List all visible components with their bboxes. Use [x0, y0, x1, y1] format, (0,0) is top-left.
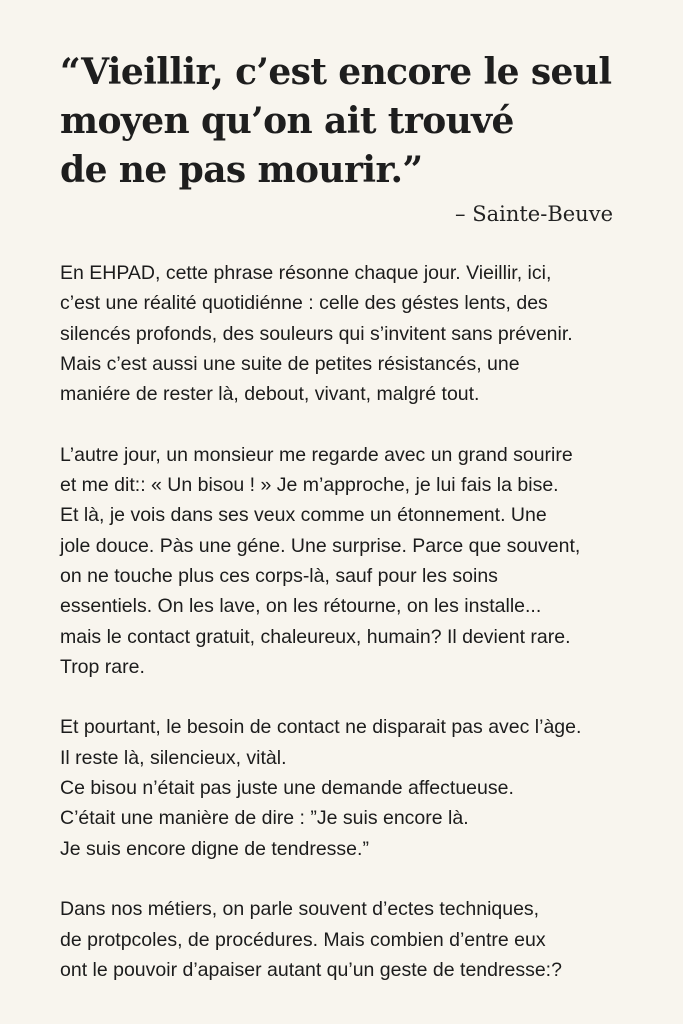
text-line: Ce bisou n’était pas juste une demande affectueuse.	[60, 777, 514, 800]
text-line: mais le contact gratuit, chaleureux, humain? Il devient rare.	[60, 625, 571, 648]
text-line: Et là, je vois dans ses veux comme un étonnement. Une	[60, 504, 547, 527]
text-line: et me dit:: « Un bisou ! » Je m’approche, je lui fais la bise.	[60, 474, 559, 497]
text-line: Il reste là, silencieux, vitàl.	[60, 746, 287, 769]
text-line: maniére de rester là, debout, vivant, malgré tout.	[60, 383, 480, 406]
text-line: Je suis encore digne de tendresse.”	[60, 837, 369, 860]
text-line: Dans nos métiers, on parle souvent d’ectes techniques,	[60, 898, 540, 921]
quote-line: “Vieillir, c’est encore le seul	[60, 51, 612, 93]
text-line: essentiels. On les lave, on les rétourne, on les installe...	[60, 595, 542, 618]
text-line: de protpcoles, de procédures. Mais combien d’entre eux	[60, 928, 546, 951]
quote-heading	[60, 48, 660, 195]
quote-author: – Sainte-Beuve	[455, 202, 613, 226]
quote-line: moyen qu’on ait trouvé	[60, 100, 514, 142]
paragraph-2	[60, 440, 670, 682]
paragraph-3	[60, 712, 670, 863]
text-line: on ne touche plus ces corps-là, sauf pour les soins	[60, 564, 498, 587]
text-line: Mais c’est aussi une suite de petites résistancés, une	[60, 352, 520, 375]
quote-line: de ne pas mourir.”	[60, 149, 423, 191]
text-line: silencés profonds, des souleurs qui s’invitent sans prévenir.	[60, 322, 573, 345]
text-line: C’était une manière de dire : ”Je suis encore là.	[60, 807, 469, 830]
text-line: En EHPAD, cette phrase résonne chaque jour. Vieillir, ici,	[60, 262, 552, 284]
article-body	[60, 258, 670, 1015]
text-line: c’est une réalité quotidiénne : celle des géstes lents, des	[60, 292, 548, 315]
text-line: L’autre jour, un monsieur me regarde avec un grand sourire	[60, 443, 573, 466]
text-line: ont le pouvoir d’apaiser autant qu’un geste de tendresse:?	[60, 958, 562, 981]
text-line: Trop rare.	[60, 655, 145, 678]
text-line: Et pourtant, le besoin de contact ne disparait pas avec l’àge.	[60, 716, 582, 739]
paragraph-4	[60, 894, 670, 985]
paragraph-1	[60, 258, 670, 409]
text-line: jole douce. Pàs une géne. Une surprise. Parce que souvent,	[60, 534, 581, 557]
